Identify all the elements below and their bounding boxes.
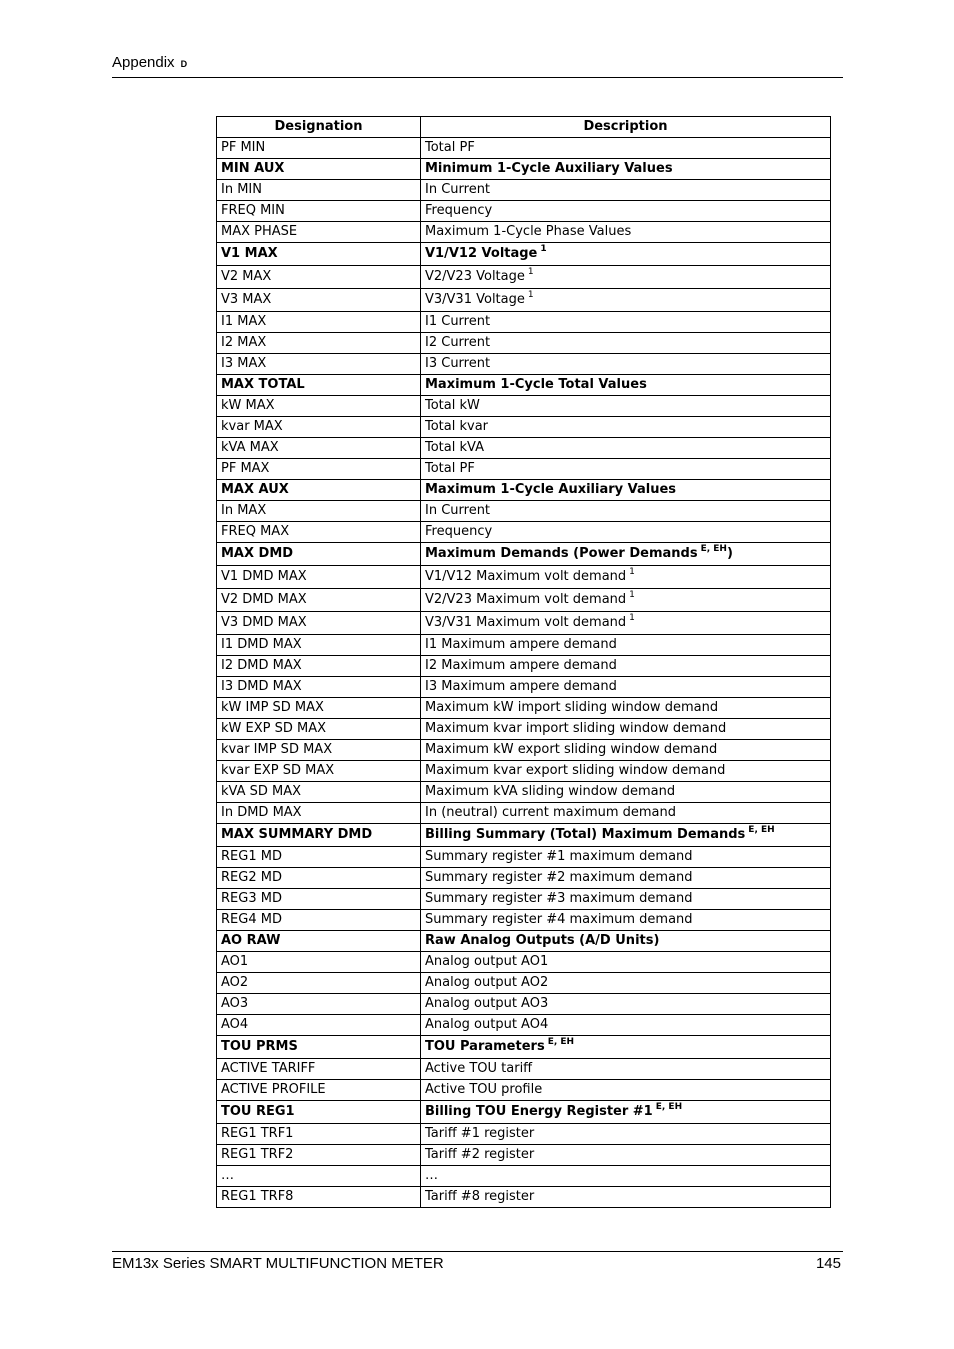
designation-cell: I2 MAX: [217, 333, 421, 354]
designation-cell: ACTIVE TARIFF: [217, 1059, 421, 1080]
description-cell: [421, 375, 831, 396]
description-cell: [421, 138, 831, 159]
description-text: Frequency: [425, 203, 493, 218]
designation-cell: REG1 MD: [217, 847, 421, 868]
description-text: Frequency: [425, 524, 493, 539]
designation-cell: AO1: [217, 952, 421, 973]
footnote-marker: 1: [540, 244, 547, 254]
description-cell: [421, 656, 831, 677]
table-row: [217, 635, 831, 656]
table-row: [217, 847, 831, 868]
description-cell: [421, 266, 831, 289]
designation-cell: kVA SD MAX: [217, 782, 421, 803]
page-number: 145: [815, 1255, 841, 1272]
table-row: [217, 138, 831, 159]
table-row: [217, 910, 831, 931]
description-text: I2 Current: [425, 335, 491, 350]
description-cell: [421, 333, 831, 354]
designation-cell: V1 DMD MAX: [217, 566, 421, 589]
table-row: [217, 501, 831, 522]
designation-cell: V3 DMD MAX: [217, 612, 421, 635]
designation-cell: I2 DMD MAX: [217, 656, 421, 677]
description-cell: [421, 782, 831, 803]
description-cell: [421, 761, 831, 782]
description-text: V2/V23 Maximum volt demand: [425, 592, 627, 607]
footnote-marker: 1: [629, 590, 635, 600]
description-text: Maximum 1-Cycle Total Values: [425, 377, 647, 392]
description-cell: [421, 522, 831, 543]
table-row: [217, 656, 831, 677]
designation-cell: I3 MAX: [217, 354, 421, 375]
description-text: Analog output AO2: [425, 975, 549, 990]
description-cell: [421, 868, 831, 889]
description-cell: [421, 1101, 831, 1124]
footnote-marker: 1: [527, 267, 534, 277]
table-row: [217, 761, 831, 782]
table-row: [217, 952, 831, 973]
table-row: [217, 740, 831, 761]
description-cell: [421, 889, 831, 910]
designation-cell: AO RAW: [217, 931, 421, 952]
designation-cell: PF MAX: [217, 459, 421, 480]
designation-cell: V2 DMD MAX: [217, 589, 421, 612]
table-header-row: [217, 117, 831, 138]
description-cell: [421, 994, 831, 1015]
footer-title: EM13x Series SMART MULTIFUNCTION METER: [112, 1255, 444, 1272]
description-cell: [421, 480, 831, 501]
description-cell: [421, 740, 831, 761]
designation-cell: kW MAX: [217, 396, 421, 417]
description-text: I2 Maximum ampere demand: [425, 658, 617, 673]
table-row: [217, 782, 831, 803]
page-footer: [112, 1251, 843, 1272]
description-cell: [421, 824, 831, 847]
table-row: [217, 289, 831, 312]
table-row: [217, 1166, 831, 1187]
description-text: Active TOU tariff: [425, 1061, 533, 1076]
designation-cell: REG1 TRF2: [217, 1145, 421, 1166]
description-text: Minimum 1-Cycle Auxiliary Values: [425, 161, 673, 176]
designation-cell: kvar IMP SD MAX: [217, 740, 421, 761]
table-row: [217, 159, 831, 180]
designation-cell: kvar EXP SD MAX: [217, 761, 421, 782]
description-cell: [421, 589, 831, 612]
table-row: [217, 994, 831, 1015]
description-text: V2/V23 Voltage: [425, 269, 525, 284]
description-text: I1 Maximum ampere demand: [425, 637, 617, 652]
description-text: Maximum kvar import sliding window demand: [425, 721, 727, 736]
description-text: Maximum kW export sliding window demand: [425, 742, 718, 757]
designation-cell: TOU REG1: [217, 1101, 421, 1124]
table-row: [217, 1187, 831, 1208]
description-text: Analog output AO4: [425, 1017, 549, 1032]
designation-cell: ACTIVE PROFILE: [217, 1080, 421, 1101]
designation-cell: kvar MAX: [217, 417, 421, 438]
designation-cell: I1 DMD MAX: [217, 635, 421, 656]
description-cell: [421, 566, 831, 589]
description-text: Maximum Demands (Power Demands: [425, 546, 698, 561]
table-row: [217, 1036, 831, 1059]
table-row: [217, 719, 831, 740]
table-row: [217, 222, 831, 243]
table-row: [217, 459, 831, 480]
designation-cell: AO4: [217, 1015, 421, 1036]
table-row: [217, 1145, 831, 1166]
designation-cell: kW EXP SD MAX: [217, 719, 421, 740]
description-cell: [421, 803, 831, 824]
description-cell: [421, 1145, 831, 1166]
designation-cell: V3 MAX: [217, 289, 421, 312]
table-row: [217, 589, 831, 612]
footnote-marker: 1: [527, 290, 534, 300]
description-text: Analog output AO3: [425, 996, 549, 1011]
footnote-marker: E, EH: [547, 1037, 575, 1047]
table-row: [217, 333, 831, 354]
description-text: V1/V12 Maximum volt demand: [425, 569, 627, 584]
table-row: [217, 1015, 831, 1036]
description-cell: [421, 459, 831, 480]
designation-cell: MAX SUMMARY DMD: [217, 824, 421, 847]
table-body: [217, 138, 831, 1208]
description-text: Maximum kW import sliding window demand: [425, 700, 719, 715]
description-text: Billing Summary (Total) Maximum Demands: [425, 827, 746, 842]
table-row: [217, 480, 831, 501]
table-row: [217, 375, 831, 396]
table-row: [217, 889, 831, 910]
description-text: …: [425, 1168, 438, 1183]
designation-cell: V1 MAX: [217, 243, 421, 266]
table-row: [217, 180, 831, 201]
designation-cell: MAX AUX: [217, 480, 421, 501]
description-cell: [421, 1124, 831, 1145]
designation-cell: In DMD MAX: [217, 803, 421, 824]
description-cell: [421, 289, 831, 312]
description-cell: [421, 1166, 831, 1187]
description-cell: [421, 396, 831, 417]
designation-cell: REG1 TRF8: [217, 1187, 421, 1208]
description-cell: [421, 438, 831, 459]
description-text: Analog output AO1: [425, 954, 549, 969]
designation-cell: REG2 MD: [217, 868, 421, 889]
designation-cell: In MIN: [217, 180, 421, 201]
description-cell: [421, 847, 831, 868]
designation-cell: TOU PRMS: [217, 1036, 421, 1059]
designation-cell: REG4 MD: [217, 910, 421, 931]
designation-cell: I3 DMD MAX: [217, 677, 421, 698]
table-row: [217, 566, 831, 589]
table-row: [217, 312, 831, 333]
table-row: [217, 612, 831, 635]
table-row: [217, 1059, 831, 1080]
description-text: V3/V31 Maximum volt demand: [425, 615, 627, 630]
description-cell: [421, 931, 831, 952]
designation-cell: FREQ MIN: [217, 201, 421, 222]
designation-cell: MIN AUX: [217, 159, 421, 180]
designation-cell: REG3 MD: [217, 889, 421, 910]
header-section: Appendix: [112, 54, 175, 71]
description-text: Summary register #4 maximum demand: [425, 912, 693, 927]
table-row: [217, 824, 831, 847]
description-text: Maximum 1-Cycle Phase Values: [425, 224, 632, 239]
designation-cell: MAX PHASE: [217, 222, 421, 243]
description-cell: [421, 677, 831, 698]
designation-cell: I1 MAX: [217, 312, 421, 333]
table-row: [217, 354, 831, 375]
description-text: Summary register #2 maximum demand: [425, 870, 693, 885]
designation-cell: kVA MAX: [217, 438, 421, 459]
description-text: Billing TOU Energy Register #1: [425, 1104, 653, 1119]
table-row: [217, 931, 831, 952]
description-cell: [421, 612, 831, 635]
description-text: I1 Current: [425, 314, 491, 329]
description-cell: [421, 1036, 831, 1059]
designation-cell: …: [217, 1166, 421, 1187]
table-row: [217, 522, 831, 543]
description-text: In (neutral) current maximum demand: [425, 805, 677, 820]
description-cell: [421, 180, 831, 201]
table-row: [217, 201, 831, 222]
description-text: Raw Analog Outputs (A/D Units): [425, 933, 660, 948]
description-cell: [421, 222, 831, 243]
description-cell: [421, 973, 831, 994]
description-text: Maximum kvar export sliding window demand: [425, 763, 726, 778]
designation-cell: V2 MAX: [217, 266, 421, 289]
designation-cell: PF MIN: [217, 138, 421, 159]
description-text: Maximum kVA sliding window demand: [425, 784, 676, 799]
description-suffix: ): [726, 546, 733, 561]
description-text: In Current: [425, 182, 491, 197]
description-text: Maximum 1-Cycle Auxiliary Values: [425, 482, 677, 497]
designation-cell: MAX TOTAL: [217, 375, 421, 396]
footnote-marker: E, EH: [748, 825, 775, 835]
designation-cell: REG1 TRF1: [217, 1124, 421, 1145]
table-row: [217, 973, 831, 994]
designation-cell: MAX DMD: [217, 543, 421, 566]
description-cell: [421, 1059, 831, 1080]
description-text: Tariff #1 register: [425, 1126, 535, 1141]
table-row: [217, 396, 831, 417]
designation-cell: In MAX: [217, 501, 421, 522]
description-text: Total kW: [425, 398, 480, 413]
table-row: [217, 803, 831, 824]
description-cell: [421, 698, 831, 719]
footnote-marker: E, EH: [655, 1102, 683, 1112]
description-text: Summary register #1 maximum demand: [425, 849, 693, 864]
description-cell: [421, 1080, 831, 1101]
description-text: Tariff #8 register: [425, 1189, 535, 1204]
description-text: Total kVA: [425, 440, 484, 455]
table-row: [217, 1080, 831, 1101]
description-cell: [421, 354, 831, 375]
description-cell: [421, 501, 831, 522]
column-header-description: Description: [421, 117, 831, 138]
footnote-marker: 1: [629, 567, 635, 577]
description-text: I3 Maximum ampere demand: [425, 679, 617, 694]
description-text: V3/V31 Voltage: [425, 292, 525, 307]
description-text: In Current: [425, 503, 491, 518]
footnote-marker: 1: [629, 613, 635, 623]
header-appendix-letter: D: [180, 59, 188, 69]
description-text: V1/V12 Voltage: [425, 246, 538, 261]
description-cell: [421, 159, 831, 180]
footnote-marker: E, EH: [700, 544, 727, 554]
designation-cell: AO2: [217, 973, 421, 994]
table-row: [217, 417, 831, 438]
page-header: [112, 54, 843, 78]
description-cell: [421, 635, 831, 656]
table-row: [217, 1124, 831, 1145]
description-text: I3 Current: [425, 356, 491, 371]
description-text: Total PF: [425, 140, 475, 155]
description-cell: [421, 417, 831, 438]
description-cell: [421, 952, 831, 973]
designation-cell: AO3: [217, 994, 421, 1015]
table-row: [217, 266, 831, 289]
description-text: TOU Parameters: [425, 1039, 545, 1054]
description-text: Total PF: [425, 461, 475, 476]
description-cell: [421, 243, 831, 266]
table-row: [217, 868, 831, 889]
table-row: [217, 698, 831, 719]
description-text: Active TOU profile: [425, 1082, 543, 1097]
description-text: Tariff #2 register: [425, 1147, 535, 1162]
description-cell: [421, 312, 831, 333]
table-row: [217, 677, 831, 698]
description-cell: [421, 719, 831, 740]
description-cell: [421, 543, 831, 566]
designation-cell: kW IMP SD MAX: [217, 698, 421, 719]
designation-table: [216, 116, 831, 1208]
table-row: [217, 1101, 831, 1124]
description-cell: [421, 910, 831, 931]
description-cell: [421, 201, 831, 222]
description-text: Total kvar: [425, 419, 489, 434]
table-row: [217, 543, 831, 566]
description-cell: [421, 1015, 831, 1036]
table-row: [217, 243, 831, 266]
column-header-designation: Designation: [217, 117, 421, 138]
description-text: Summary register #3 maximum demand: [425, 891, 693, 906]
designation-cell: FREQ MAX: [217, 522, 421, 543]
description-cell: [421, 1187, 831, 1208]
table-row: [217, 438, 831, 459]
